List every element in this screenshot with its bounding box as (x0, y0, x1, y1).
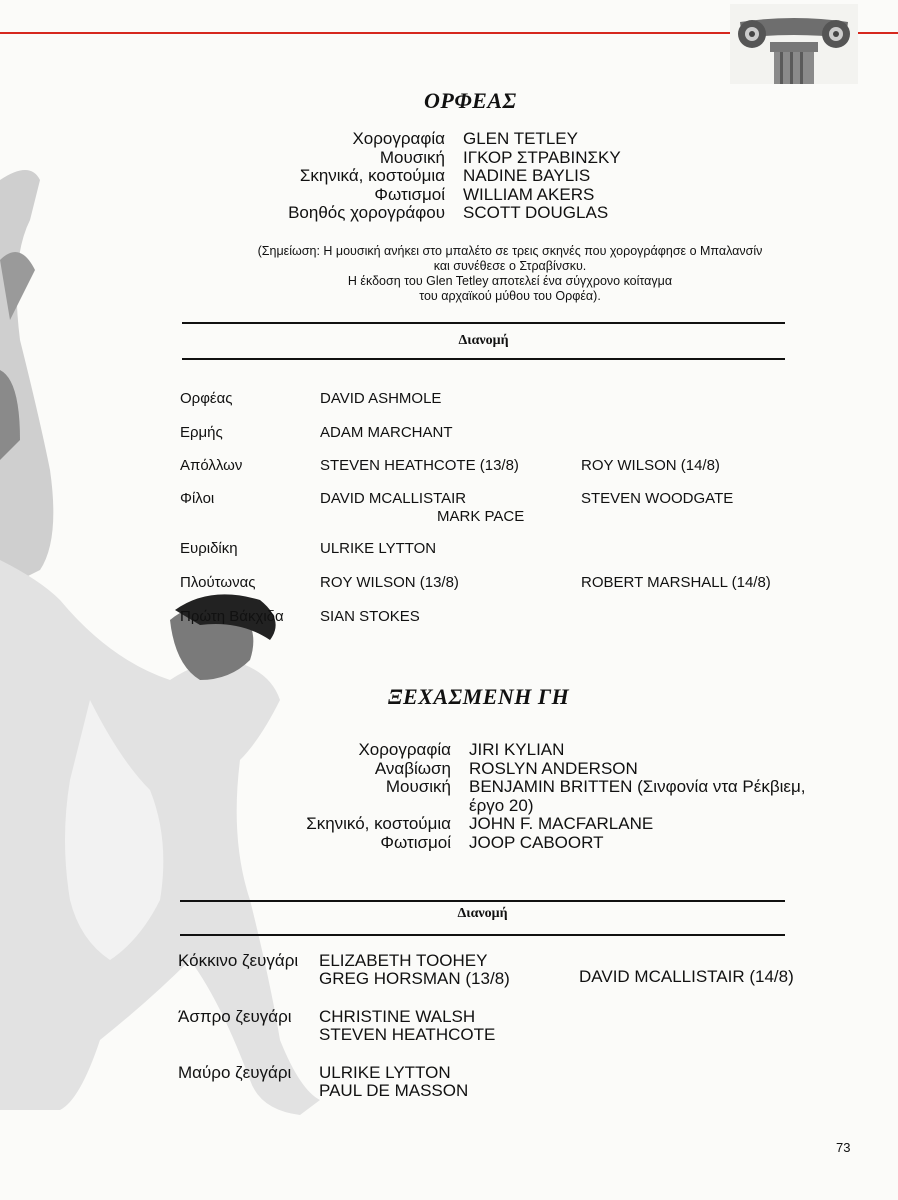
credit-role: Σκηνικό, κοστούμια (306, 814, 451, 833)
cast-bottom-rule (180, 934, 785, 936)
credit-row (260, 741, 805, 760)
cast-role: Ορφέας (180, 390, 233, 407)
ionic-capital-image (730, 4, 858, 84)
cast-top-rule (182, 322, 785, 324)
credit-role: Μουσική (379, 147, 445, 167)
cast-role: Ευριδίκη (180, 540, 238, 557)
credit-row (260, 797, 805, 816)
xechasmeni-credits (260, 741, 805, 852)
cast-name: STEVEN HEATHCOTE (13/8) (320, 457, 519, 474)
credit-row (260, 204, 621, 223)
credit-name: SCOTT DOUGLAS (463, 203, 609, 222)
cast-role: Κόκκινο ζευγάρι (178, 951, 299, 970)
credit-role (260, 797, 469, 816)
cast-name: MARK PACE (437, 508, 525, 525)
credit-role: Βοηθός χορογράφου (288, 203, 445, 222)
cast-name: ULRIKE LYTTON (320, 540, 437, 557)
cast-name: PAUL DE MASSON (319, 1081, 469, 1100)
credit-role: Φωτισμοί (380, 832, 451, 852)
cast-name-alt: ROY WILSON (14/8) (581, 457, 720, 474)
note-line: Η έκδοση του Glen Tetley αποτελεί ένα σύγχρονο κοίταγμα (347, 274, 673, 288)
credit-name: ROSLYN ANDERSON (469, 758, 638, 778)
cast-role: Άσπρο ζευγάρι (178, 1007, 292, 1026)
xechasmeni-cast-heading: Διανομή (457, 906, 508, 921)
credit-name: WILLIAM AKERS (463, 184, 595, 204)
cast-role: Πρώτη Βάκχιδα (180, 608, 284, 625)
credit-role: Αναβίωση (374, 758, 451, 778)
cast-name: SIAN STOKES (320, 608, 420, 625)
note-line: του αρχαϊκού μύθου του Ορφέα). (419, 289, 601, 303)
cast-name-alt: STEVEN WOODGATE (581, 490, 734, 507)
cast-role: Φίλοι (180, 490, 215, 507)
credit-row (260, 778, 805, 797)
credit-row (260, 167, 621, 186)
credit-name: JOHN F. MACFARLANE (469, 814, 654, 833)
cast-name-alt: ROBERT MARSHALL (14/8) (581, 574, 771, 591)
cast-name-alt: DAVID MCALLISTAIR (14/8) (579, 967, 794, 986)
credit-role: Χορογραφία (358, 740, 451, 759)
cast-role: Πλούτωνας (180, 574, 256, 591)
orfeas-credits (260, 130, 621, 223)
credit-row (260, 815, 805, 834)
orfeas-title: ΟΡΦΕΑΣ (424, 88, 517, 113)
cast-name: CHRISTINE WALSH (319, 1007, 476, 1026)
cast-name: STEVEN HEATHCOTE (319, 1025, 496, 1044)
cast-name: ROY WILSON (13/8) (320, 574, 459, 591)
credit-role: Σκηνικά, κοστούμια (299, 166, 445, 185)
note-line: (Σημείωση: Η μουσική ανήκει στο μπαλέτο σε τρεις σκηνές που χορογράφησε ο Μπαλανσίν (257, 244, 763, 258)
credit-row (260, 149, 621, 168)
note-line: και συνέθεσε ο Στραβίνσκυ. (433, 259, 587, 273)
credit-row (260, 130, 621, 149)
credit-name: JOOP CABOORT (469, 832, 604, 852)
cast-role: Ερμής (180, 424, 223, 441)
page-number: 73 (836, 1140, 851, 1155)
cast-name: DAVID ASHMOLE (320, 390, 442, 407)
cast-role: Μαύρο ζευγάρι (178, 1063, 292, 1082)
credit-name: NADINE BAYLIS (463, 166, 591, 185)
credit-row (260, 760, 805, 779)
cast-name: DAVID MCALLISTAIR (320, 490, 467, 507)
credit-name: BENJAMIN BRITTEN (Σινφονία ντα Ρέκβιεμ, (469, 777, 806, 796)
cast-name: ULRIKE LYTTON (319, 1063, 451, 1082)
orfeas-note (220, 244, 800, 304)
orfeas-cast-heading: Διανομή (458, 333, 509, 348)
cast-name: ADAM MARCHANT (320, 424, 453, 441)
credit-role: Φωτισμοί (374, 184, 445, 204)
cast-top-rule (180, 900, 785, 902)
credit-name: έργο 20) (469, 795, 534, 815)
credit-name: GLEN TETLEY (463, 129, 578, 148)
credit-row (260, 186, 621, 205)
orfeas-cast-list (180, 390, 820, 630)
credit-name: JIRI KYLIAN (469, 740, 565, 759)
cast-bottom-rule (182, 358, 785, 360)
cast-role: Απόλλων (180, 457, 243, 474)
credit-name: ΙΓΚΟΡ ΣΤΡΑΒΙΝΣΚΥ (463, 147, 621, 167)
cast-name: GREG HORSMAN (13/8) (319, 969, 510, 988)
xechasmeni-cast-list (178, 952, 838, 1102)
credit-role: Χορογραφία (352, 129, 445, 148)
cast-name: ELIZABETH TOOHEY (319, 951, 488, 970)
credit-role: Μουσική (385, 777, 451, 796)
xechasmeni-title: ΞΕΧΑΣΜΕΝΗ ΓΗ (388, 684, 570, 709)
credit-row (260, 834, 805, 853)
